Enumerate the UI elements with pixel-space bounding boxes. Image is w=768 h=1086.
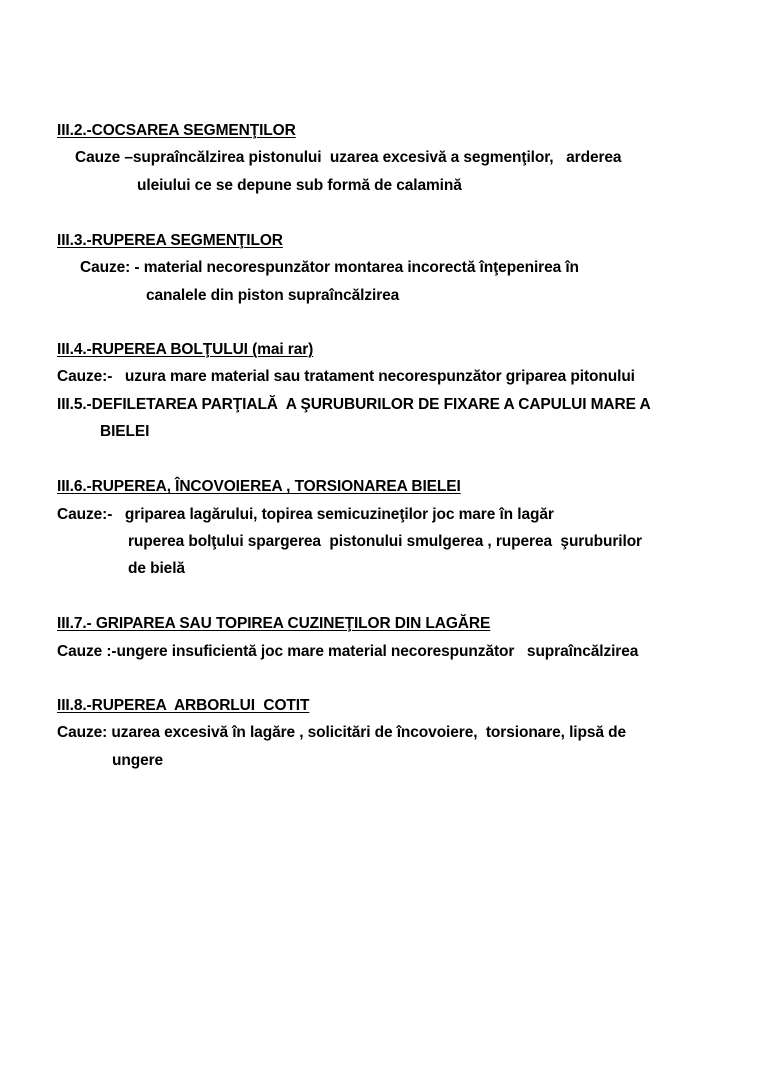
section-text-line: Cauze:- griparea lagărului, topirea semicuzineţilor joc mare în lagăr bbox=[57, 506, 554, 523]
section-text-line: ungere bbox=[112, 752, 164, 769]
section-text-line: Cauze: - material necorespunzător montarea incorectă înţepenirea în bbox=[80, 259, 579, 276]
section-text-line: Cauze:- uzura mare material sau tratament necorespunzător griparea pitonului bbox=[57, 368, 635, 385]
section-text-line: Cauze :-ungere insuficientă joc mare material necorespunzător supraîncălzirea bbox=[57, 643, 639, 660]
section-text-line: Cauze: uzarea excesivă în lagăre , solicitări de încovoiere, torsionare, lipsă de bbox=[57, 724, 626, 741]
section-heading-iii-6: III.6.-RUPEREA, ÎNCOVOIEREA , TORSIONAREA BIELEI bbox=[57, 478, 461, 495]
section-text-line: BIELEI bbox=[100, 423, 150, 440]
section-heading-iii-8: III.8.-RUPEREA ARBORLUI COTIT bbox=[57, 697, 310, 714]
section-heading-iii-4: III.4.-RUPEREA BOLŢULUI (mai rar) bbox=[57, 341, 314, 358]
section-text-line: Cauze –supraîncălzirea pistonului uzarea excesivă a segmenţilor, arderea bbox=[75, 149, 622, 166]
section-heading-iii-3: III.3.-RUPEREA SEGMENŢILOR bbox=[57, 232, 283, 249]
section-text-line: canalele din piston supraîncălzirea bbox=[146, 287, 400, 304]
section-text-line: de bielă bbox=[128, 560, 185, 577]
section-text-line: uleiului ce se depune sub formă de calamină bbox=[137, 177, 462, 194]
section-heading-iii-2: III.2.-COCSAREA SEGMENŢILOR bbox=[57, 122, 296, 139]
section-heading-iii-7: III.7.- GRIPAREA SAU TOPIREA CUZINEŢILOR DIN LAGĂRE bbox=[57, 615, 491, 632]
section-heading-iii-5: III.5.-DEFILETAREA PARŢIALĂ A ŞURUBURILOR DE FIXARE A CAPULUI MARE A bbox=[57, 396, 651, 413]
section-text-line: ruperea bolţului spargerea pistonului smulgerea , ruperea şuruburilor bbox=[128, 533, 642, 550]
